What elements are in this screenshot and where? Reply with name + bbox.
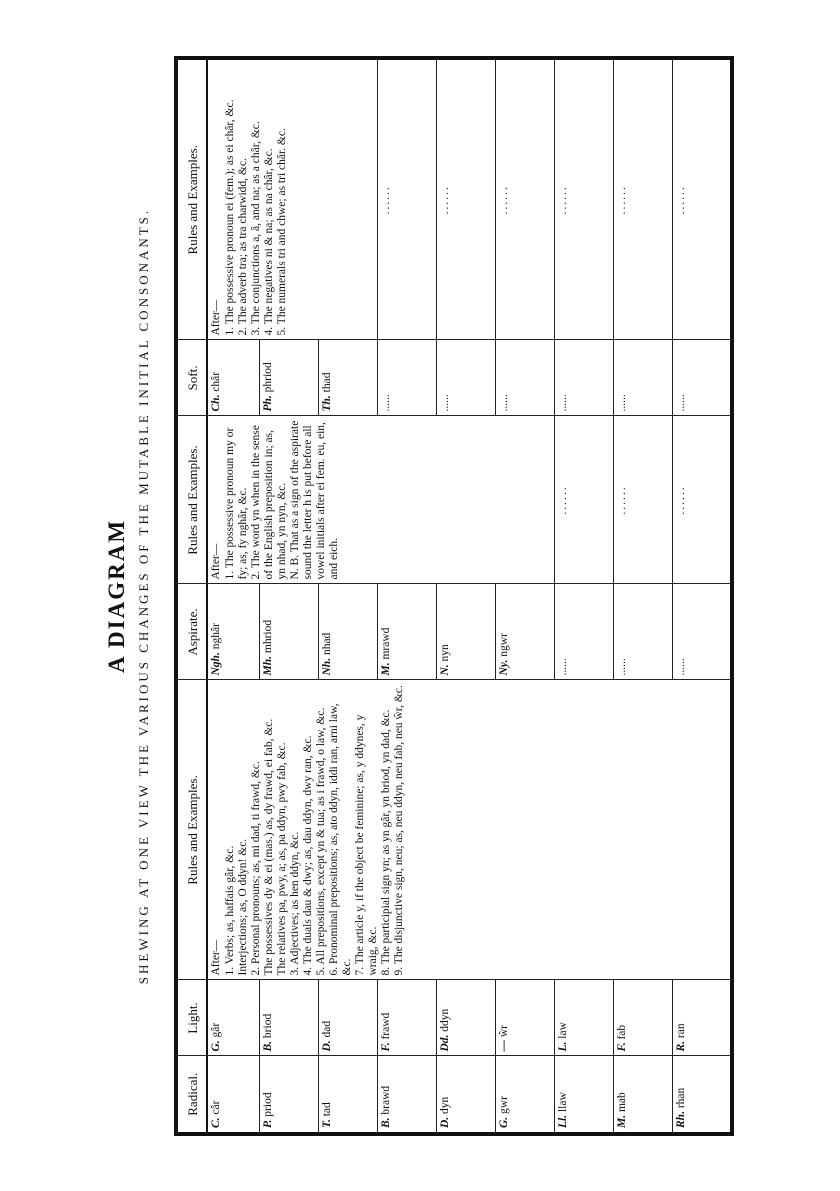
light-cell [673,980,732,1056]
radical-cell-word: rhan [675,1087,688,1109]
rotated-diagram [100,56,740,1136]
aspirate-cell-letter: Mh. [262,656,275,676]
aspirate-cell-letter: N. [439,664,452,676]
aspirate-cell-letter: Nh. [321,657,334,676]
light-rules-cell-item: 9. The disjunctive sign, neu; as, neu ddyn, neu fab, neu ŵr, &c. [393,685,405,976]
header-row [176,58,207,1134]
radical-cell-letter: C. [210,1117,222,1128]
header-radical: Radical. [176,1056,207,1134]
aspirate-cell-word: nyn [439,644,452,662]
page-title: A DIAGRAM [104,518,129,674]
aspirate-cell-word: ...... [557,658,570,676]
light-cell [260,980,319,1056]
header-light: Light. [176,980,207,1056]
light-cell [319,980,378,1056]
radical-cell-word: gwr [498,1096,511,1114]
aspirate-cell-word: nhad [321,632,334,656]
light-rules-cell-item: 2. Personal pronouns; as, mi dad, ti frawd, &c. [250,761,262,976]
radical-cell [437,1056,496,1134]
light-rules-cell [207,680,732,980]
header-light-rules: Rules and Examples. [176,680,207,980]
soft-rules-placeholder: ...... [378,58,437,340]
soft-cell-word: ...... [616,394,629,412]
light-cell-letter: R. [675,1040,688,1052]
radical-cell-word: llaw [557,1092,570,1113]
radical-cell-letter: M. [616,1114,629,1128]
soft-cell-word: ...... [439,394,452,412]
light-rules-cell-item: 4. The duals dau & dwy; as, dau ddyn, dwy ran, &c. [302,735,314,976]
aspirate-cell-letter: Ngh. [210,652,222,676]
soft-cell-letter: Ph. [262,395,275,412]
header-aspirate: Aspirate. [176,584,207,680]
soft-rules-placeholder: ...... [555,58,614,340]
light-rules-cell-item: 8. The participial sign yn; as yn gâr, yn briod, yn dad, &c. [380,709,392,976]
aspirate-rules-placeholder: ...... [614,416,673,584]
radical-cell [673,1056,732,1134]
soft-rules-cell-item: 4. The negatives ni & na; as na châr, &c. [263,148,275,336]
soft-cell-word: châr [210,371,222,392]
header-soft: Soft. [176,340,207,416]
light-rules-cell-item: Interjections; as, O ddyn! &c. [237,838,249,976]
aspirate-rules-cell-item: 2. The word yn when in the sense of the English preposition in; as, yn nhad, yn nyn, &c. [250,425,288,580]
aspirate-rules-cell-item: 1. The possessive pronoun my or fy; as, fy nghâr, &c. [224,427,249,580]
soft-cell [437,340,496,416]
page-subtitle: SHEWING AT ONE VIEW THE VARIOUS CHANGES OF THE MUTABLE INITIAL CONSONANTS. [136,207,151,985]
radical-cell-letter: T. [321,1119,334,1128]
radical-cell [319,1056,378,1134]
light-cell-word: law [557,1022,570,1039]
soft-cell [378,340,437,416]
header-aspirate-rules: Rules and Examples. [176,416,207,584]
light-rules-cell-head: After— [210,939,222,976]
aspirate-rules-placeholder: ...... [673,416,732,584]
soft-cell [496,340,555,416]
light-cell-letter: L. [557,1041,570,1052]
radical-cell-letter: D. [439,1116,452,1128]
light-rules-cell-item: 7. The article y, if the object be feminine; as, y ddynes, y wraig, &c. [354,714,379,976]
header-soft-rules: Rules and Examples. [176,58,207,340]
light-cell-word: ŵr [498,1024,511,1038]
light-cell-letter: Dd. [439,1034,452,1052]
light-rules-cell-item: 5. All prepositions, except yn & tua; as i frawd, o law, &c. [315,707,327,976]
aspirate-cell [614,584,673,680]
aspirate-cell [319,584,378,680]
soft-cell [260,340,319,416]
soft-rules-cell-item: 3. The conjunctions a, â, and na; as a châr, &c. [250,121,262,336]
radical-cell-word: dyn [439,1096,452,1114]
light-cell-letter: G. [210,1040,222,1052]
soft-rules-cell-item: 5. The numerals tri and chwe; as tri châr. &c. [276,128,288,336]
table-body [207,58,732,1134]
radical-cell-word: brawd [380,1085,393,1115]
radical-cell-word: priod [262,1092,275,1117]
light-cell-word: ran [675,1023,688,1039]
radical-cell-letter: Rh. [675,1111,688,1128]
soft-cell-letter: Ch. [210,394,222,412]
soft-cell-word: ...... [380,394,393,412]
soft-cell [207,340,260,416]
light-cell [437,980,496,1056]
radical-cell-letter: Ll. [557,1114,570,1128]
soft-cell [555,340,614,416]
radical-cell [260,1056,319,1134]
aspirate-cell-letter: Ny. [498,659,511,676]
aspirate-cell [378,584,437,680]
light-cell-word: ddyn [439,1008,452,1032]
soft-cell [319,340,378,416]
soft-rules-placeholder: ...... [496,58,555,340]
soft-cell-word: thad [321,372,334,393]
aspirate-rules-cell [207,416,555,584]
light-cell-word: briod [262,1013,275,1039]
aspirate-cell [207,584,260,680]
aspirate-cell [437,584,496,680]
radical-cell [378,1056,437,1134]
light-cell-letter: D. [321,1040,334,1052]
soft-cell-word: ...... [675,394,688,412]
radical-cell-letter: P. [262,1119,275,1128]
light-cell [496,980,555,1056]
light-cell [378,980,437,1056]
aspirate-rules-cell-item: N. B. That as a sign of the aspirate sound the letter h is put before all vowel initials after ei fem. eu, ein, and eich. [289,420,340,580]
light-rules-cell-item: The possessives dy & ei (mas.) as, dy frawd, ei fab, &c. [263,718,275,976]
mutation-table [174,56,734,1136]
light-rules-cell-item: The relatives pa, pwy, a; as, pa ddyn, pwy fab, &c. [276,742,288,976]
light-cell-word: dad [321,1020,334,1038]
light-cell-letter: — [498,1040,511,1052]
aspirate-cell-word: mhriod [262,619,275,654]
title-block [100,56,174,1136]
aspirate-rules-placeholder: ...... [555,416,614,584]
aspirate-rules-cell-head: After— [210,543,222,580]
light-rules-cell-item: 6. Pronominal prepositions; as, ato ddyn, iddi ran, arni law, &c. [328,703,353,976]
light-cell-word: fab [616,1024,629,1040]
aspirate-cell [673,584,732,680]
table-row [207,58,260,1134]
radical-cell-word: câr [210,1100,222,1115]
aspirate-cell-word: mrawd [380,627,393,660]
radical-cell [555,1056,614,1134]
aspirate-cell [260,584,319,680]
aspirate-cell-letter: M. [380,662,393,676]
soft-cell-word: phriod [262,362,275,393]
soft-rules-cell-head: After— [210,299,222,336]
soft-cell-word: ...... [498,394,511,412]
soft-cell-letter: Th. [321,395,334,412]
soft-rules-cell-item: 1. The possessive pronoun ei (fem.); as ei châr, &c. [224,99,236,336]
aspirate-cell-word: ngwr [498,633,511,657]
soft-cell [614,340,673,416]
soft-rules-placeholder: ...... [673,58,732,340]
light-cell [555,980,614,1056]
light-cell-letter: B. [262,1040,275,1052]
soft-rules-cell [207,58,378,340]
light-cell [614,980,673,1056]
aspirate-cell-word: nghâr [210,623,222,650]
radical-cell-letter: B. [380,1117,393,1128]
soft-cell [673,340,732,416]
soft-cell-word: ...... [557,394,570,412]
light-cell [207,980,260,1056]
radical-cell-word: tad [321,1102,334,1117]
light-rules-cell-item: 1. Verbs; as, haffais gâr, &c. [224,845,236,976]
aspirate-cell [555,584,614,680]
radical-cell [207,1056,260,1134]
radical-cell [496,1056,555,1134]
soft-rules-placeholder: ...... [614,58,673,340]
aspirate-cell [496,584,555,680]
radical-cell-word: mab [616,1092,629,1113]
light-cell-letter: F. [380,1042,393,1052]
light-cell-letter: F. [616,1042,629,1052]
aspirate-cell-word: ...... [616,658,629,676]
aspirate-cell-word: ...... [675,658,688,676]
radical-cell [614,1056,673,1134]
soft-rules-cell-item: 2. The adverb tra; as tra charwidd, &c. [237,158,249,336]
light-rules-cell-item: 3. Adjectives; as hen ddyn, &c. [289,831,301,976]
light-cell-word: gâr [210,1022,222,1038]
soft-rules-placeholder: ...... [437,58,496,340]
radical-cell-letter: G. [498,1116,511,1128]
light-cell-word: frawd [380,1012,393,1040]
